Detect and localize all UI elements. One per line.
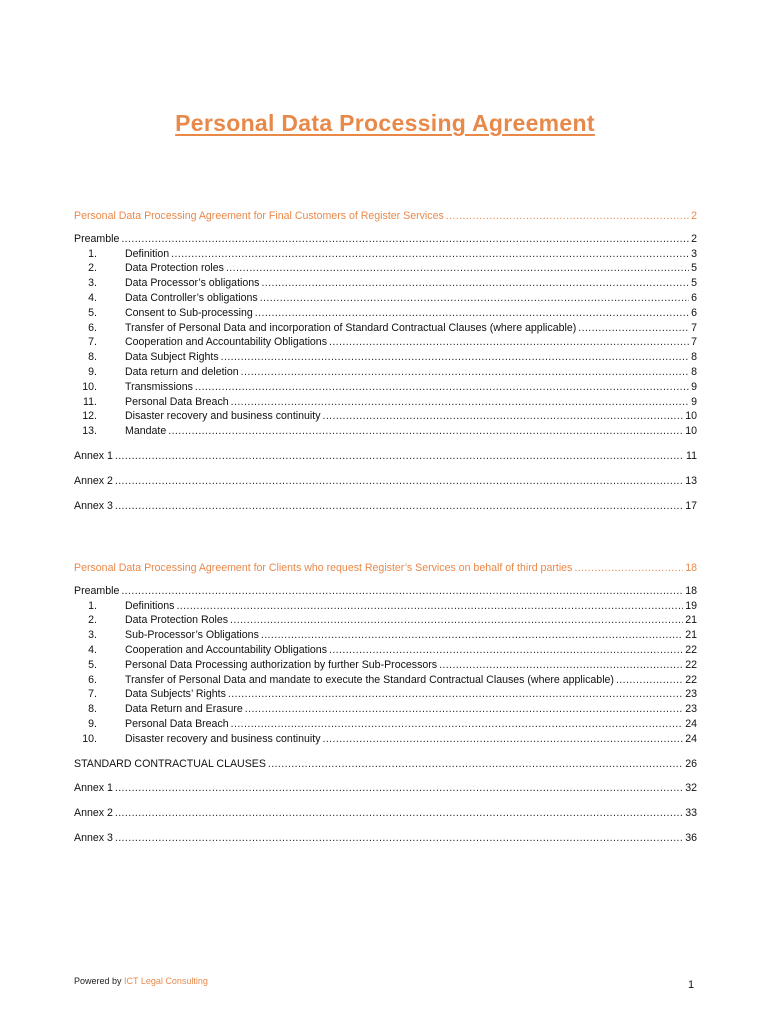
toc-leader-dots <box>245 702 683 717</box>
toc-item[interactable] <box>74 380 697 395</box>
toc-page-number: 8 <box>691 351 697 364</box>
toc-entry-label: Consent to Sub-processing <box>125 306 253 319</box>
toc-page-number: 3 <box>691 247 697 260</box>
toc-leader-dots <box>115 781 683 796</box>
toc-item-number: 1. <box>88 599 97 612</box>
toc-leader-dots <box>121 584 683 599</box>
toc-entry-label: Data Protection roles <box>125 262 224 275</box>
toc-item[interactable] <box>74 321 697 336</box>
toc-entry-label: Definitions <box>125 599 175 612</box>
toc-leader-dots <box>221 350 689 365</box>
toc-item[interactable] <box>74 291 697 306</box>
toc-preamble[interactable] <box>74 232 697 247</box>
toc-item[interactable] <box>74 335 697 350</box>
document-title: Personal Data Processing Agreement <box>175 110 595 136</box>
toc-item[interactable] <box>74 717 697 732</box>
toc-page-number: 24 <box>685 732 697 745</box>
toc-page-number: 36 <box>685 831 697 844</box>
toc-page-number: 10 <box>685 410 697 423</box>
toc-item[interactable] <box>74 628 697 643</box>
toc-entry-label: Preamble <box>74 584 120 597</box>
toc-page-number: 8 <box>691 365 697 378</box>
toc-leader-dots <box>115 831 683 846</box>
toc-page-number: 21 <box>685 614 697 627</box>
toc-item[interactable] <box>74 395 697 410</box>
toc-preamble[interactable] <box>74 584 697 599</box>
toc-item-number: 5. <box>88 306 97 319</box>
toc-item[interactable] <box>74 409 697 424</box>
toc-heading-label: Personal Data Processing Agreement for Final Customers of Register Services <box>74 210 444 222</box>
toc-item-number: 13. <box>82 425 97 438</box>
toc-page-number: 2 <box>691 232 697 245</box>
toc-item-number: 11. <box>83 395 97 408</box>
toc-page-number: 23 <box>685 703 697 716</box>
toc-entry-label: Sub-Processor’s Obligations <box>125 629 259 642</box>
toc-page-number: 7 <box>691 321 697 334</box>
toc-item-number: 6. <box>88 321 97 334</box>
toc-part-1 <box>74 209 697 513</box>
toc-item-number: 10. <box>82 380 97 393</box>
toc-leader-dots <box>171 247 689 262</box>
toc-leader-dots <box>323 732 684 747</box>
toc-page-number: 5 <box>691 277 697 290</box>
toc-annex[interactable] <box>74 449 697 464</box>
toc-entry-label: Data Controller’s obligations <box>125 291 258 304</box>
footer <box>74 976 208 986</box>
toc-entry-label: Data return and deletion <box>125 365 239 378</box>
toc-item-number: 3. <box>88 629 97 642</box>
toc-entry-label: Annex 1 <box>74 782 113 795</box>
toc-heading-label: Personal Data Processing Agreement for Clients who request Register’s Services on behalf of third parties <box>74 562 573 574</box>
toc-page-number: 19 <box>685 599 697 612</box>
toc-leader-dots <box>230 613 683 628</box>
toc-page-number: 9 <box>691 395 697 408</box>
toc-leader-dots <box>176 599 683 614</box>
toc-item[interactable] <box>74 599 697 614</box>
toc-page-number: 6 <box>691 306 697 319</box>
toc-page-number: 5 <box>691 262 697 275</box>
toc-leader-dots <box>261 276 689 291</box>
toc-heading-part-2[interactable] <box>74 561 697 576</box>
toc-entry-label: Mandate <box>125 425 167 438</box>
toc-page-number: 10 <box>685 425 697 438</box>
toc-leader-dots <box>260 291 689 306</box>
toc-annex[interactable] <box>74 474 697 489</box>
toc-page-number: 22 <box>685 643 697 656</box>
toc-page-number: 32 <box>685 782 697 795</box>
toc-leader-dots <box>241 365 689 380</box>
toc-entry-label: Annex 3 <box>74 831 113 844</box>
toc-entry-label: Data Protection Roles <box>125 614 229 627</box>
toc-leader-dots <box>578 321 689 336</box>
toc-item[interactable] <box>74 350 697 365</box>
toc-scc[interactable] <box>74 757 697 772</box>
toc-leader-dots <box>115 474 683 489</box>
toc-leader-dots <box>121 232 689 247</box>
toc-item-number: 8. <box>88 703 97 716</box>
toc-item-number: 3. <box>88 277 97 290</box>
toc-leader-dots <box>228 687 683 702</box>
toc-page-number: 18 <box>685 562 697 574</box>
toc-entry-label: Personal Data Breach <box>125 395 229 408</box>
toc-annex[interactable] <box>74 499 697 514</box>
toc-page-number: 33 <box>685 807 697 820</box>
toc-page-number: 26 <box>685 757 697 770</box>
toc-entry-label: Data Processor’s obligations <box>125 277 260 290</box>
toc-heading-part-1[interactable] <box>74 209 697 224</box>
toc-page-number: 6 <box>691 291 697 304</box>
toc-item[interactable] <box>74 247 697 262</box>
toc-leader-dots <box>231 395 689 410</box>
toc-page-number: 2 <box>691 210 697 222</box>
toc-leader-dots <box>231 717 684 732</box>
toc-entry-label: Data Subjects’ Rights <box>125 688 226 701</box>
toc-item-number: 12. <box>82 410 97 423</box>
toc-item[interactable] <box>74 658 697 673</box>
toc-leader-dots <box>115 499 683 514</box>
toc-item-number: 9. <box>88 365 97 378</box>
toc-page-number: 11 <box>686 449 697 462</box>
toc-page-number: 17 <box>685 499 697 512</box>
toc-item[interactable] <box>74 261 697 276</box>
toc-annex[interactable] <box>74 806 697 821</box>
toc-entry-label: Preamble <box>74 232 120 245</box>
footer-brand: ICT Legal Consulting <box>124 976 208 986</box>
toc-item-number: 8. <box>88 351 97 364</box>
toc-leader-dots <box>115 449 684 464</box>
toc-item-number: 7. <box>88 336 97 349</box>
toc-item-number: 4. <box>88 291 97 304</box>
toc-entry-label: Annex 2 <box>74 807 113 820</box>
toc-item-number: 2. <box>88 614 97 627</box>
toc-entry-label: Cooperation and Accountability Obligations <box>125 643 327 656</box>
toc-entry-label: Transmissions <box>125 380 193 393</box>
toc-leader-dots <box>616 673 683 688</box>
toc-annex[interactable] <box>74 781 697 796</box>
toc-leader-dots <box>329 643 683 658</box>
toc-leader-dots <box>195 380 689 395</box>
toc-entry-label: Annex 3 <box>74 499 113 512</box>
toc-entry-label: Personal Data Breach <box>125 717 229 730</box>
toc-entry-label: Cooperation and Accountability Obligations <box>125 336 327 349</box>
toc-leader-dots <box>323 409 684 424</box>
toc-item-number: 7. <box>88 688 97 701</box>
page-number: 1 <box>688 979 695 991</box>
toc-leader-dots <box>226 261 689 276</box>
toc-entry-label: Disaster recovery and business continuity <box>125 732 321 745</box>
toc-entry-label: Transfer of Personal Data and incorporation of Standard Contractual Clauses (where applicable) <box>125 321 577 334</box>
toc-page-number: 13 <box>685 474 697 487</box>
toc-item-number: 10. <box>82 732 97 745</box>
toc-item-number: 9. <box>88 717 97 730</box>
toc-entry-label: Disaster recovery and business continuity <box>125 410 321 423</box>
toc-leader-dots <box>168 424 683 439</box>
toc-item-number: 6. <box>88 673 97 686</box>
toc-item[interactable] <box>74 673 697 688</box>
toc-item-number: 4. <box>88 643 97 656</box>
toc-item[interactable] <box>74 613 697 628</box>
toc-leader-dots <box>115 806 683 821</box>
toc-item[interactable] <box>74 306 697 321</box>
toc-page-number: 7 <box>691 336 697 349</box>
toc-entry-label: Data Subject Rights <box>125 351 219 364</box>
toc-leader-dots <box>574 561 683 576</box>
toc-entry-label: Personal Data Processing authorization by further Sub-Processors <box>125 658 438 671</box>
toc-item-number: 2. <box>88 262 97 275</box>
toc-entry-label: STANDARD CONTRACTUAL CLAUSES <box>74 757 266 770</box>
toc-leader-dots <box>268 757 683 772</box>
toc-item-number: 1. <box>88 247 97 260</box>
toc-entry-label: Annex 1 <box>74 449 113 462</box>
toc-part-2 <box>74 561 697 846</box>
toc-entry-label: Data Return and Erasure <box>125 703 243 716</box>
toc-item[interactable] <box>74 424 697 439</box>
toc-page-number: 21 <box>685 629 697 642</box>
toc-page-number: 23 <box>685 688 697 701</box>
toc-entry-label: Transfer of Personal Data and mandate to execute the Standard Contractual Clauses (where applicable) <box>125 673 614 686</box>
toc-leader-dots <box>329 335 689 350</box>
toc-page-number: 22 <box>685 673 697 686</box>
toc-item-number: 5. <box>88 658 97 671</box>
toc-page-number: 22 <box>685 658 697 671</box>
toc-leader-dots <box>255 306 689 321</box>
toc-annex[interactable] <box>74 831 697 846</box>
toc-item[interactable] <box>74 687 697 702</box>
toc-item[interactable] <box>74 732 697 747</box>
toc-leader-dots <box>439 658 683 673</box>
toc-item[interactable] <box>74 365 697 380</box>
toc-page-number: 24 <box>685 717 697 730</box>
toc-item[interactable] <box>74 643 697 658</box>
toc-entry-label: Annex 2 <box>74 474 113 487</box>
toc-leader-dots <box>261 628 683 643</box>
toc-item[interactable] <box>74 276 697 291</box>
toc-page-number: 18 <box>685 584 697 597</box>
toc-leader-dots <box>446 209 689 224</box>
toc-page-number: 9 <box>691 380 697 393</box>
footer-prefix: Powered by <box>74 976 122 986</box>
toc-item[interactable] <box>74 702 697 717</box>
toc-entry-label: Definition <box>125 247 170 260</box>
